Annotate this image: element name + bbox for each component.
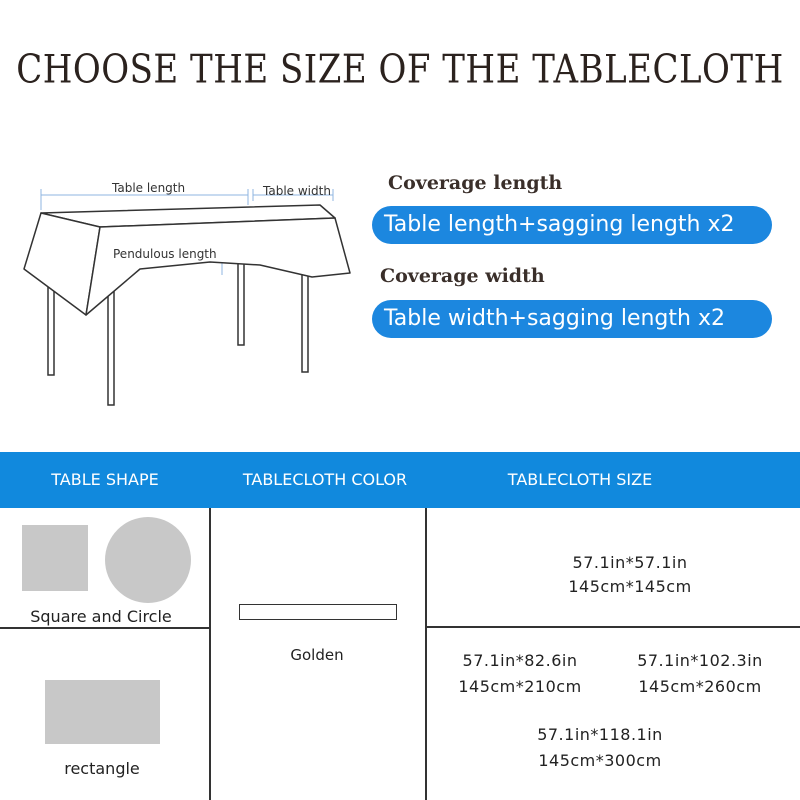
size-rect3-in: 57.1in*118.1in: [537, 725, 663, 744]
header-tablecloth-color: TABLECLOTH COLOR: [242, 470, 408, 489]
grid-divider: [209, 508, 211, 800]
golden-color-swatch: [239, 604, 397, 620]
grid-divider: [0, 627, 210, 629]
color-label-golden: Golden: [290, 646, 344, 664]
size-rect3-cm: 145cm*300cm: [538, 751, 662, 770]
grid-divider: [425, 508, 427, 800]
table-header-band: [0, 452, 800, 508]
size-rect1-in: 57.1in*82.6in: [462, 651, 578, 670]
coverage-length-heading: Coverage length: [388, 172, 563, 194]
table-diagram: [0, 165, 360, 415]
square-swatch: [22, 525, 88, 591]
size-square-cm: 145cm*145cm: [568, 577, 692, 596]
size-rect2-in: 57.1in*102.3in: [637, 651, 763, 670]
pendulous-length-label: Pendulous length: [113, 247, 217, 261]
coverage-length-formula: Table length+sagging length x2: [372, 206, 772, 244]
coverage-width-formula: Table width+sagging length x2: [372, 300, 772, 338]
circle-swatch: [105, 517, 191, 603]
header-table-shape: TABLE SHAPE: [51, 470, 159, 489]
page-title: CHOOSE THE SIZE OF THE TABLECLOTH: [16, 47, 784, 93]
rectangle-swatch: [45, 680, 160, 744]
size-square-in: 57.1in*57.1in: [572, 553, 688, 572]
shape-label-square-circle: Square and Circle: [30, 607, 172, 626]
table-width-label: Table width: [263, 184, 331, 198]
header-tablecloth-size: TABLECLOTH SIZE: [507, 470, 653, 489]
size-rect1-cm: 145cm*210cm: [458, 677, 582, 696]
shape-label-rectangle: rectangle: [64, 759, 140, 778]
coverage-width-heading: Coverage width: [380, 265, 545, 287]
table-length-label: Table length: [112, 181, 186, 195]
grid-divider: [426, 626, 800, 628]
size-rect2-cm: 145cm*260cm: [638, 677, 762, 696]
